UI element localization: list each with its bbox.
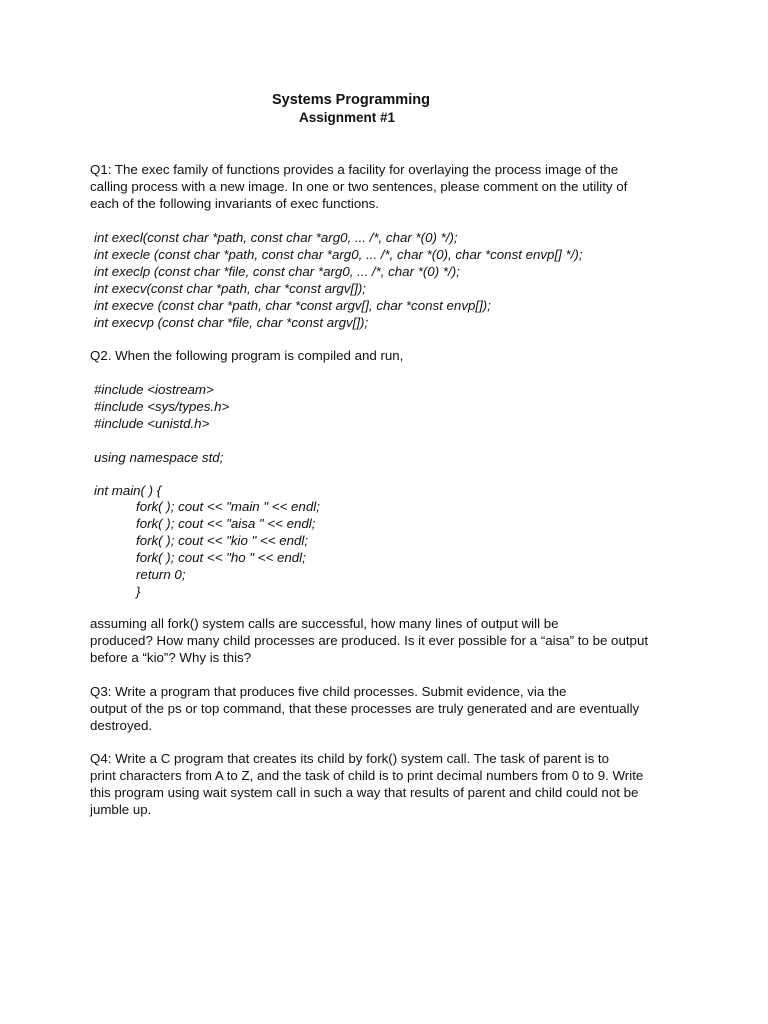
- q1-code-line: int execv(const char *path, char *const argv[]);: [94, 281, 366, 296]
- document-title: Systems Programming: [272, 92, 430, 108]
- q2-body-line: }: [136, 584, 141, 599]
- q2-intro: Q2. When the following program is compiled and run,: [90, 348, 404, 363]
- q4-text-line: Q4: Write a C program that creates its child by fork() system call. The task of parent is to: [90, 751, 610, 766]
- q3-text-line: destroyed.: [90, 718, 153, 733]
- q3-text-line: Q3: Write a program that produces five child processes. Submit evidence, via the: [90, 684, 567, 699]
- q2-body-line: fork( ); cout << "ho " << endl;: [136, 550, 306, 565]
- q2-body-line: fork( ); cout << "main " << endl;: [136, 499, 320, 514]
- q2-body-line: fork( ); cout << "aisa " << endl;: [136, 516, 316, 531]
- q2-include-line: #include <iostream>: [94, 382, 214, 397]
- q2-body-line: return 0;: [136, 567, 186, 582]
- q4-text-line: print characters from A to Z, and the task of child is to print decimal numbers from 0 to 9. Write: [90, 768, 644, 783]
- q3-text-line: output of the ps or top command, that these processes are truly generated and are eventually: [90, 701, 640, 716]
- q2-question-line: produced? How many child processes are produced. Is it ever possible for a “aisa” to be output: [90, 633, 649, 648]
- q2-question-line: before a “kio”? Why is this?: [90, 650, 252, 665]
- q1-code-line: int execvp (const char *file, char *const argv[]);: [94, 315, 369, 330]
- q1-text-line: calling process with a new image. In one or two sentences, please comment on the utility of: [90, 179, 628, 194]
- q1-text-line: Q1: The exec family of functions provides a facility for overlaying the process image of the: [90, 162, 619, 177]
- q4-text-line: jumble up.: [90, 802, 152, 817]
- q2-main-open: int main( ) {: [94, 483, 162, 498]
- q1-code-line: int execl(const char *path, const char *arg0, ... /*, char *(0) */);: [94, 230, 458, 245]
- q1-code-line: int execle (const char *path, const char *arg0, ... /*, char *(0), char *const envp[] */);: [94, 247, 583, 262]
- q2-using-line: using namespace std;: [94, 450, 224, 465]
- q2-include-line: #include <sys/types.h>: [94, 399, 230, 414]
- q2-question-line: assuming all fork() system calls are successful, how many lines of output will be: [90, 616, 559, 631]
- q1-text-line: each of the following invariants of exec functions.: [90, 196, 380, 211]
- q2-include-line: #include <unistd.h>: [94, 416, 210, 431]
- q2-body-line: fork( ); cout << "kio " << endl;: [136, 533, 309, 548]
- document-subtitle: Assignment #1: [299, 110, 396, 125]
- q1-code-line: int execlp (const char *file, const char *arg0, ... /*, char *(0) */);: [94, 264, 460, 279]
- q1-code-line: int execve (const char *path, char *const argv[], char *const envp[]);: [94, 298, 491, 313]
- q4-text-line: this program using wait system call in such a way that results of parent and child could not be: [90, 785, 639, 800]
